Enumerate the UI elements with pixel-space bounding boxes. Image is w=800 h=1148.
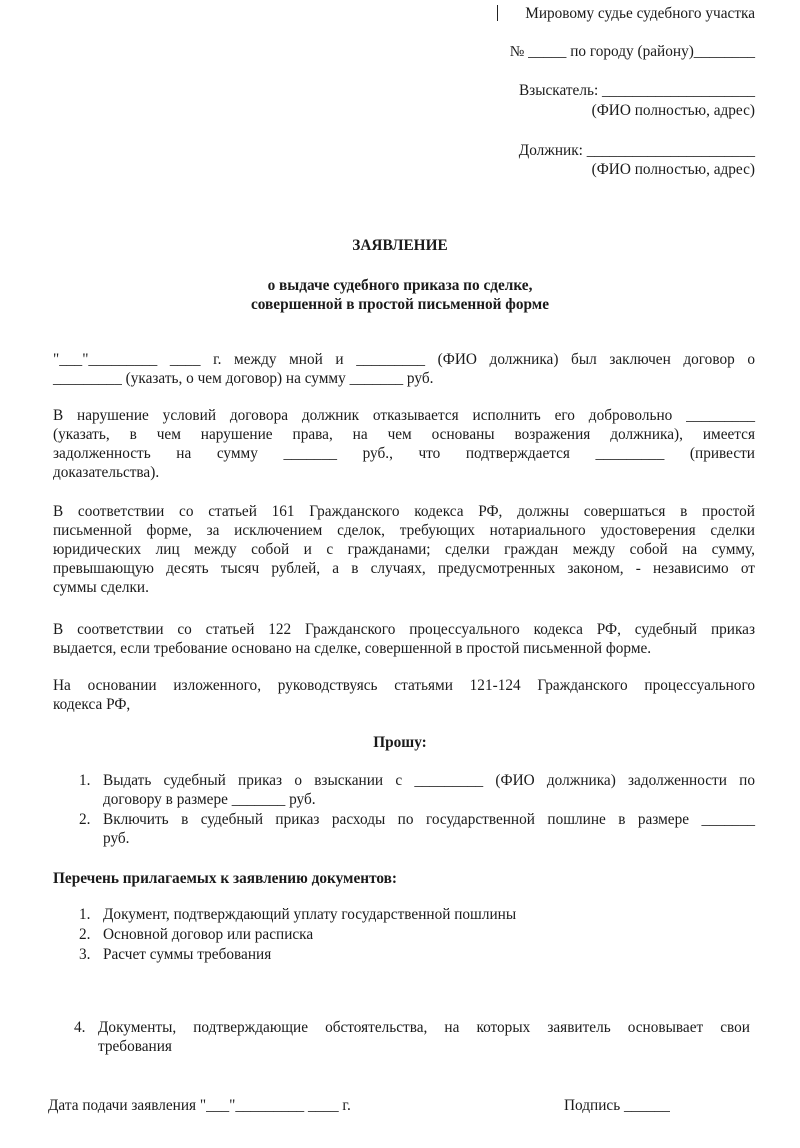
list-item-number: 2. [79,811,91,828]
attachments-list [53,905,755,965]
list-item-line: руб. [103,830,130,847]
document-title: ЗАЯВЛЕНИЕ [352,237,448,254]
list-item [53,945,755,964]
list-item-line: Включить в судебный приказ расходы по государственной пошлине в размере _______ [103,811,755,828]
paragraph-line: выдается, если требование основано на сделке, совершенной в простой письменной форме. [53,640,652,657]
paragraph-breach [53,406,755,482]
list-item [53,905,755,924]
debtor-note: (ФИО полностью, адрес) [591,161,755,178]
request-list [53,771,755,849]
signature-line: Подпись ______ [564,1097,670,1114]
document-subtitle-line-2: совершенной в простой письменной форме [250,296,550,313]
list-item-line: Выдать судебный приказ о взыскании с _________ (ФИО должника) задолженности по [103,772,755,789]
list-item-text: Расчет суммы требования [103,946,272,963]
list-item-number: 4. [74,1019,86,1036]
court-number-line: № _____ по городу (району)________ [509,43,755,60]
paragraph-article-161 [53,502,755,597]
attachments-heading: Перечень прилагаемых к заявлению документов: [53,870,398,887]
list-item [53,810,755,848]
paragraph-line: доказательства). [53,464,160,481]
paragraph-line: юридических лиц между собой и с гражданами; сделки граждан между собой на сумму, [53,541,755,558]
document-subtitle-line-1: о выдаче судебного приказа по сделке, [267,277,533,294]
paragraph-line: "___"_________ ____ г. между мной и _________ (ФИО должника) был заключен договор о [53,351,755,368]
paragraph-line: В соответствии со статьей 161 Гражданского кодекса РФ, должны совершаться в простой [53,503,755,520]
list-item [53,771,755,809]
claimant-note: (ФИО полностью, адрес) [591,102,755,119]
list-item-number: 1. [79,772,91,789]
list-item-number: 3. [79,946,91,963]
paragraph-line: кодекса РФ, [53,696,131,713]
list-item-number: 2. [79,926,91,943]
paragraph-line: письменной форме, за исключением сделок, требующих нотариального удостоверения сделки [53,522,755,539]
paragraph-line: _________ (указать, о чем договор) на сумму _______ руб. [53,370,434,387]
paragraph-line: суммы сделки. [53,579,149,596]
list-item-text: Основной договор или расписка [103,926,314,943]
paragraph-line: В соответствии со статьей 122 Гражданского процессуального кодекса РФ, судебный приказ [53,621,755,638]
list-item-number: 1. [79,906,91,923]
debtor-line: Должник: ______________________ [518,142,755,159]
list-item-line: Документы, подтверждающие обстоятельства, на которых заявитель основывает свои [98,1019,750,1036]
request-heading: Прошу: [373,734,427,751]
paragraph-grounds [53,676,755,714]
paragraph-line: В нарушение условий договора должник отказывается исполнить его добровольно _________ [53,407,755,424]
paragraph-line: На основании изложенного, руководствуясь статьями 121-124 Гражданского процессуального [53,677,755,694]
paragraph-line: задолженность на сумму _______ руб., что подтверждается _________ (привести [53,445,755,462]
list-item [48,1018,750,1056]
list-item-text: Документ, подтверждающий уплату государственной пошлины [103,906,517,923]
attachments-item-4 [48,1018,750,1057]
paragraph-article-122 [53,620,755,658]
list-item-line: договору в размере _______ руб. [103,791,316,808]
text-cursor [497,5,498,21]
court-addressee: Мировому судье судебного участка [525,5,755,22]
list-item-line: требования [98,1038,172,1055]
claimant-line: Взыскатель: ____________________ [518,82,755,99]
filing-date-line: Дата подачи заявления "___"_________ ____ г. [48,1097,351,1114]
paragraph-line: (указать, в чем нарушение права, на чем основаны возражения должника), имеется [53,426,755,443]
list-item [53,925,755,944]
paragraph-line: превышающую десять тысяч рублей, а в случаях, предусмотренных законом, - независимо от [53,560,755,577]
paragraph-contract [53,350,755,388]
